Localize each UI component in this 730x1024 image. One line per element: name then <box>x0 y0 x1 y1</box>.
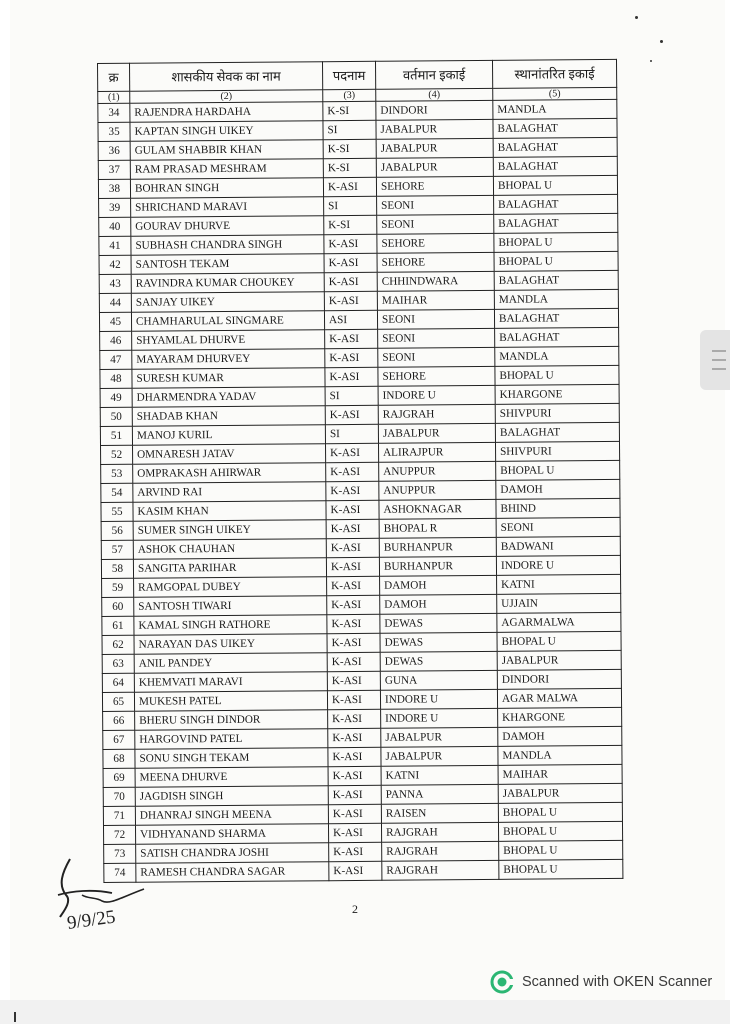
name-cell: KAMAL SINGH RATHORE <box>134 615 327 636</box>
serial-cell: 66 <box>103 711 135 730</box>
designation-cell: SI <box>325 386 378 405</box>
designation-cell: K-ASI <box>326 557 379 576</box>
scanner-watermark <box>490 970 712 994</box>
col-header-designation: पदनाम <box>322 61 375 89</box>
serial-cell: 52 <box>101 445 133 464</box>
current-unit-cell: DAMOH <box>380 594 497 614</box>
name-cell: MAYARAM DHURVEY <box>132 349 325 370</box>
serial-cell: 47 <box>100 350 132 369</box>
name-cell: SUMER SINGH UIKEY <box>133 520 326 541</box>
name-cell: DHARMENDRA YADAV <box>132 387 325 408</box>
current-unit-cell: RAISEN <box>381 803 498 823</box>
speck <box>635 16 638 19</box>
current-unit-cell: JABALPUR <box>381 727 498 747</box>
transferred-unit-cell: BHOPAL U <box>497 631 621 651</box>
name-cell: SANTOSH TEKAM <box>131 254 324 275</box>
designation-cell: K-ASI <box>326 500 379 519</box>
serial-cell: 56 <box>101 521 133 540</box>
serial-cell: 61 <box>102 616 134 635</box>
serial-cell: 45 <box>99 312 131 331</box>
current-unit-cell: DAMOH <box>380 575 497 595</box>
name-cell: RAJENDRA HARDAHA <box>130 102 323 123</box>
serial-cell: 51 <box>100 426 132 445</box>
col-number: (1) <box>98 91 130 103</box>
transferred-unit-cell: MANDLA <box>493 99 617 119</box>
name-cell: JAGDISH SINGH <box>135 786 328 807</box>
designation-cell: SI <box>325 424 378 443</box>
col-number: (4) <box>376 88 493 101</box>
designation-cell: K-SI <box>323 158 376 177</box>
designation-cell: K-ASI <box>325 348 378 367</box>
col-number: (3) <box>323 89 376 101</box>
designation-cell: K-ASI <box>325 405 378 424</box>
name-cell: SATISH CHANDRA JOSHI <box>136 843 329 864</box>
name-cell: DHANRAJ SINGH MEENA <box>135 805 328 826</box>
serial-cell: 36 <box>98 141 130 160</box>
name-cell: SANTOSH TIWARI <box>134 596 327 617</box>
transferred-unit-cell: DINDORI <box>497 669 621 689</box>
current-unit-cell: JABALPUR <box>376 157 493 177</box>
current-unit-cell: RAJGRAH <box>381 822 498 842</box>
current-unit-cell: RAJGRAH <box>382 860 499 880</box>
serial-cell: 68 <box>103 749 135 768</box>
serial-cell: 55 <box>101 502 133 521</box>
serial-cell: 44 <box>99 293 131 312</box>
designation-cell: K-ASI <box>325 443 378 462</box>
name-cell: GOURAV DHURVE <box>131 216 324 237</box>
current-unit-cell: PANNA <box>381 784 498 804</box>
transferred-unit-cell: SEONI <box>496 517 620 537</box>
designation-cell: K-ASI <box>328 804 381 823</box>
name-cell: RAM PRASAD MESHRAM <box>130 159 323 180</box>
speck <box>660 40 663 43</box>
designation-cell: K-ASI <box>323 177 376 196</box>
transferred-unit-cell: SHIVPURI <box>495 441 619 461</box>
transferred-unit-cell: BALAGHAT <box>493 118 617 138</box>
name-cell: BHERU SINGH DINDOR <box>135 710 328 731</box>
transferred-unit-cell: BHOPAL U <box>495 365 619 385</box>
current-unit-cell: INDORE U <box>381 708 498 728</box>
transferred-unit-cell: BHOPAL U <box>494 232 618 252</box>
designation-cell: K-SI <box>323 139 376 158</box>
transferred-unit-cell: BALAGHAT <box>495 327 619 347</box>
serial-cell: 74 <box>104 863 136 882</box>
serial-cell: 73 <box>104 844 136 863</box>
col-header-serial: क्र <box>98 63 130 91</box>
current-unit-cell: RAJGRAH <box>378 404 495 424</box>
name-cell: GULAM SHABBIR KHAN <box>130 140 323 161</box>
name-cell: VIDHYANAND SHARMA <box>135 824 328 845</box>
transferred-unit-cell: JABALPUR <box>498 783 622 803</box>
current-unit-cell: SEONI <box>378 328 495 348</box>
designation-cell: K-ASI <box>326 519 379 538</box>
col-number: (2) <box>130 90 323 104</box>
serial-cell: 53 <box>101 464 133 483</box>
designation-cell: ASI <box>324 310 377 329</box>
designation-cell: K-ASI <box>328 785 381 804</box>
serial-cell: 41 <box>99 236 131 255</box>
serial-cell: 70 <box>103 787 135 806</box>
serial-cell: 35 <box>98 122 130 141</box>
serial-cell: 60 <box>102 597 134 616</box>
serial-cell: 43 <box>99 274 131 293</box>
designation-cell: K-ASI <box>327 652 380 671</box>
transferred-unit-cell: BHOPAL U <box>496 460 620 480</box>
designation-cell: K-ASI <box>325 329 378 348</box>
transferred-unit-cell: KHARGONE <box>495 384 619 404</box>
serial-cell: 64 <box>102 673 134 692</box>
serial-cell: 42 <box>99 255 131 274</box>
transferred-unit-cell: MAIHAR <box>498 764 622 784</box>
current-unit-cell: SEHORE <box>378 366 495 386</box>
transferred-unit-cell: BALAGHAT <box>494 270 618 290</box>
designation-cell: SI <box>324 196 377 215</box>
current-unit-cell: DINDORI <box>376 100 493 120</box>
serial-cell: 59 <box>102 578 134 597</box>
transferred-unit-cell: BALAGHAT <box>494 213 618 233</box>
name-cell: HARGOVIND PATEL <box>135 729 328 750</box>
transferred-unit-cell: BHOPAL U <box>498 802 622 822</box>
transferred-unit-cell: INDORE U <box>496 555 620 575</box>
page-number: 2 <box>352 902 358 916</box>
name-cell: NARAYAN DAS UIKEY <box>134 634 327 655</box>
current-unit-cell: RAJGRAH <box>382 841 499 861</box>
serial-cell: 67 <box>103 730 135 749</box>
serial-cell: 38 <box>98 179 130 198</box>
transferred-unit-cell: BALAGHAT <box>493 156 617 176</box>
current-unit-cell: JABALPUR <box>376 138 493 158</box>
current-unit-cell: ANUPPUR <box>379 461 496 481</box>
designation-cell: K-ASI <box>329 842 382 861</box>
transferred-unit-cell: BALAGHAT <box>494 308 618 328</box>
transferred-unit-cell: BHIND <box>496 498 620 518</box>
serial-cell: 57 <box>101 540 133 559</box>
transferred-unit-cell: MANDLA <box>495 346 619 366</box>
designation-cell: K-ASI <box>324 291 377 310</box>
current-unit-cell: DEWAS <box>380 632 497 652</box>
name-cell: SURESH KUMAR <box>132 368 325 389</box>
scanner-label: Scanned with OKEN Scanner <box>522 974 713 990</box>
serial-cell: 34 <box>98 103 130 122</box>
name-cell: SHYAMLAL DHURVE <box>132 330 325 351</box>
designation-cell: K-ASI <box>327 614 380 633</box>
designation-cell: K-ASI <box>327 690 380 709</box>
serial-cell: 71 <box>103 806 135 825</box>
col-header-name: शासकीय सेवक का नाम <box>130 62 323 92</box>
name-cell: RAMESH CHANDRA SAGAR <box>136 862 329 883</box>
name-cell: SANJAY UIKEY <box>131 292 324 313</box>
name-cell: OMNARESH JATAV <box>133 444 326 465</box>
serial-cell: 49 <box>100 388 132 407</box>
table-row <box>104 859 623 882</box>
current-unit-cell: KATNI <box>381 765 498 785</box>
designation-cell: K-ASI <box>325 367 378 386</box>
current-unit-cell: INDORE U <box>378 385 495 405</box>
edge-mark <box>14 1012 16 1022</box>
serial-cell: 46 <box>100 331 132 350</box>
designation-cell: K-ASI <box>327 633 380 652</box>
transferred-unit-cell: DAMOH <box>496 479 620 499</box>
designation-cell: K-ASI <box>326 462 379 481</box>
designation-cell: K-SI <box>324 215 377 234</box>
name-cell: KASIM KHAN <box>133 501 326 522</box>
transferred-unit-cell: AGAR MALWA <box>497 688 621 708</box>
handwritten-signature <box>52 855 162 940</box>
transferred-unit-cell: JABALPUR <box>497 650 621 670</box>
transferred-unit-cell: BALAGHAT <box>494 194 618 214</box>
current-unit-cell: INDORE U <box>380 689 497 709</box>
transferred-unit-cell: BHOPAL U <box>493 175 617 195</box>
transferred-unit-cell: DAMOH <box>498 726 622 746</box>
current-unit-cell: SEHORE <box>377 233 494 253</box>
serial-cell: 62 <box>102 635 134 654</box>
current-unit-cell: JABALPUR <box>376 119 493 139</box>
transferred-unit-cell: KATNI <box>497 574 621 594</box>
serial-cell: 37 <box>98 160 130 179</box>
name-cell: SONU SINGH TEKAM <box>135 748 328 769</box>
designation-cell: K-ASI <box>326 538 379 557</box>
designation-cell: K-ASI <box>328 823 381 842</box>
current-unit-cell: SEONI <box>377 214 494 234</box>
col-header-current-unit: वर्तमान इकाई <box>375 60 492 89</box>
transferred-unit-cell: AGARMALWA <box>497 612 621 632</box>
table-body <box>98 99 623 882</box>
designation-cell: K-ASI <box>328 728 381 747</box>
current-unit-cell: ANUPPUR <box>379 480 496 500</box>
serial-cell: 63 <box>102 654 134 673</box>
transferred-unit-cell: MANDLA <box>498 745 622 765</box>
name-cell: KAPTAN SINGH UIKEY <box>130 121 323 142</box>
name-cell: ARVIND RAI <box>133 482 326 503</box>
current-unit-cell: CHHINDWARA <box>377 271 494 291</box>
transferred-unit-cell: BADWANI <box>496 536 620 556</box>
current-unit-cell: DEWAS <box>380 651 497 671</box>
current-unit-cell: ASHOKNAGAR <box>379 499 496 519</box>
serial-cell: 72 <box>103 825 135 844</box>
current-unit-cell: GUNA <box>380 670 497 690</box>
name-cell: SUBHASH CHANDRA SINGH <box>131 235 324 256</box>
name-cell: OMPRAKASH AHIRWAR <box>133 463 326 484</box>
designation-cell: K-ASI <box>324 272 377 291</box>
name-cell: MANOJ KURIL <box>132 425 325 446</box>
serial-cell: 39 <box>99 198 131 217</box>
current-unit-cell: DEWAS <box>380 613 497 633</box>
transferred-unit-cell: SHIVPURI <box>495 403 619 423</box>
transferred-unit-cell: BALAGHAT <box>493 137 617 157</box>
transferred-unit-cell: UJJAIN <box>497 593 621 613</box>
current-unit-cell: ALIRAJPUR <box>378 442 495 462</box>
designation-cell: K-ASI <box>328 709 381 728</box>
current-unit-cell: SEONI <box>377 195 494 215</box>
speck <box>650 60 652 62</box>
oken-scanner-logo-icon <box>490 970 514 994</box>
serial-cell: 54 <box>101 483 133 502</box>
transferred-unit-cell: BHOPAL U <box>499 840 623 860</box>
serial-cell: 50 <box>100 407 132 426</box>
transferred-unit-cell: BHOPAL U <box>494 251 618 271</box>
designation-cell: K-ASI <box>327 576 380 595</box>
screen-bottom-strip <box>0 1000 730 1024</box>
current-unit-cell: JABALPUR <box>381 746 498 766</box>
col-number: (5) <box>493 87 617 100</box>
transferred-unit-cell: BHOPAL U <box>498 821 622 841</box>
name-cell: CHAMHARULAL SINGMARE <box>131 311 324 332</box>
serial-cell: 58 <box>101 559 133 578</box>
transferred-unit-cell: BHOPAL U <box>499 859 623 879</box>
designation-cell: K-SI <box>323 101 376 120</box>
serial-cell: 65 <box>102 692 134 711</box>
designation-cell: K-ASI <box>324 253 377 272</box>
serial-cell: 69 <box>103 768 135 787</box>
transferred-unit-cell: KHARGONE <box>498 707 622 727</box>
name-cell: RAVINDRA KUMAR CHOUKEY <box>131 273 324 294</box>
transferred-unit-cell: MANDLA <box>494 289 618 309</box>
serial-cell: 40 <box>99 217 131 236</box>
name-cell: SANGITA PARIHAR <box>133 558 326 579</box>
current-unit-cell: MAIHAR <box>377 290 494 310</box>
current-unit-cell: SEONI <box>378 347 495 367</box>
col-header-transferred-unit: स्थानांतरित इकाई <box>492 59 616 88</box>
table-header-row <box>98 59 617 91</box>
name-cell: ASHOK CHAUHAN <box>133 539 326 560</box>
name-cell: BOHRAN SINGH <box>130 178 323 199</box>
designation-cell: K-ASI <box>328 747 381 766</box>
name-cell: MEENA DHURVE <box>135 767 328 788</box>
svg-text:9/9/25: 9/9/25 <box>65 906 117 934</box>
name-cell: KHEMVATI MARAVI <box>134 672 327 693</box>
designation-cell: K-ASI <box>324 234 377 253</box>
current-unit-cell: SEHORE <box>377 252 494 272</box>
current-unit-cell: BURHANPUR <box>379 537 496 557</box>
designation-cell: SI <box>323 120 376 139</box>
name-cell: SHADAB KHAN <box>132 406 325 427</box>
designation-cell: K-ASI <box>327 671 380 690</box>
name-cell: SHRICHAND MARAVI <box>131 197 324 218</box>
current-unit-cell: JABALPUR <box>378 423 495 443</box>
transfer-table <box>97 59 623 883</box>
transferred-unit-cell: BALAGHAT <box>495 422 619 442</box>
current-unit-cell: SEHORE <box>376 176 493 196</box>
designation-cell: K-ASI <box>327 595 380 614</box>
designation-cell: K-ASI <box>328 766 381 785</box>
side-panel-handle[interactable] <box>700 330 730 390</box>
designation-cell: K-ASI <box>329 861 382 880</box>
serial-cell: 48 <box>100 369 132 388</box>
name-cell: RAMGOPAL DUBEY <box>134 577 327 598</box>
current-unit-cell: BHOPAL R <box>379 518 496 538</box>
current-unit-cell: SEONI <box>377 309 494 329</box>
designation-cell: K-ASI <box>326 481 379 500</box>
current-unit-cell: BURHANPUR <box>379 556 496 576</box>
name-cell: MUKESH PATEL <box>134 691 327 712</box>
name-cell: ANIL PANDEY <box>134 653 327 674</box>
